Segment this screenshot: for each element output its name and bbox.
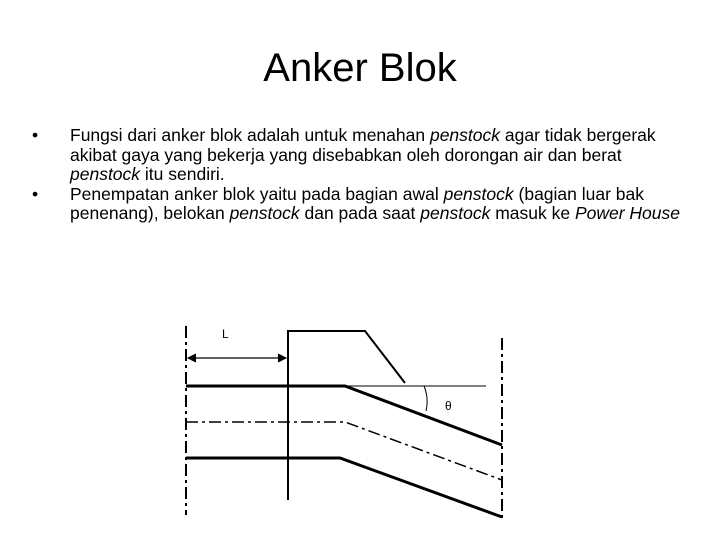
text-segment-italic: penstock xyxy=(420,203,491,223)
angle-arc xyxy=(424,386,427,411)
pipe-top-wall xyxy=(186,386,502,445)
text-segment-italic: penstock xyxy=(443,183,514,204)
text-segment: itu sendiri. xyxy=(140,164,225,184)
text-segment: agar tidak bergerak akibat gaya yang bekerja yang disebabkan oleh dorongan air dan berat xyxy=(70,125,656,165)
dimension-arrow-right-head xyxy=(278,354,286,362)
angle-label-theta: θ xyxy=(445,399,452,413)
bullet-marker: • xyxy=(32,125,39,145)
text-segment: Penempatan anker blok yaitu pada bagian awal xyxy=(70,183,444,204)
text-segment-italic: penstock xyxy=(429,125,501,145)
dimension-label-l: L xyxy=(222,327,229,341)
text-segment-italic: penstock xyxy=(70,164,141,184)
text-segment: Fungsi dari anker blok adalah untuk menahan xyxy=(70,125,430,145)
pipe-centerline xyxy=(186,422,502,480)
text-segment-italic: Power House xyxy=(574,203,681,223)
text-segment-italic: penstock xyxy=(229,203,300,223)
pipe-bottom-wall xyxy=(186,458,502,517)
text-segment: dan pada saat xyxy=(299,203,421,223)
slide-title: Anker Blok xyxy=(263,46,457,90)
bullet-marker: • xyxy=(32,183,39,204)
text-segment: masuk ke xyxy=(490,203,575,223)
text-segment: (bagian luar bak penenang), belokan xyxy=(70,183,645,223)
dimension-arrow-left-head xyxy=(188,354,196,362)
